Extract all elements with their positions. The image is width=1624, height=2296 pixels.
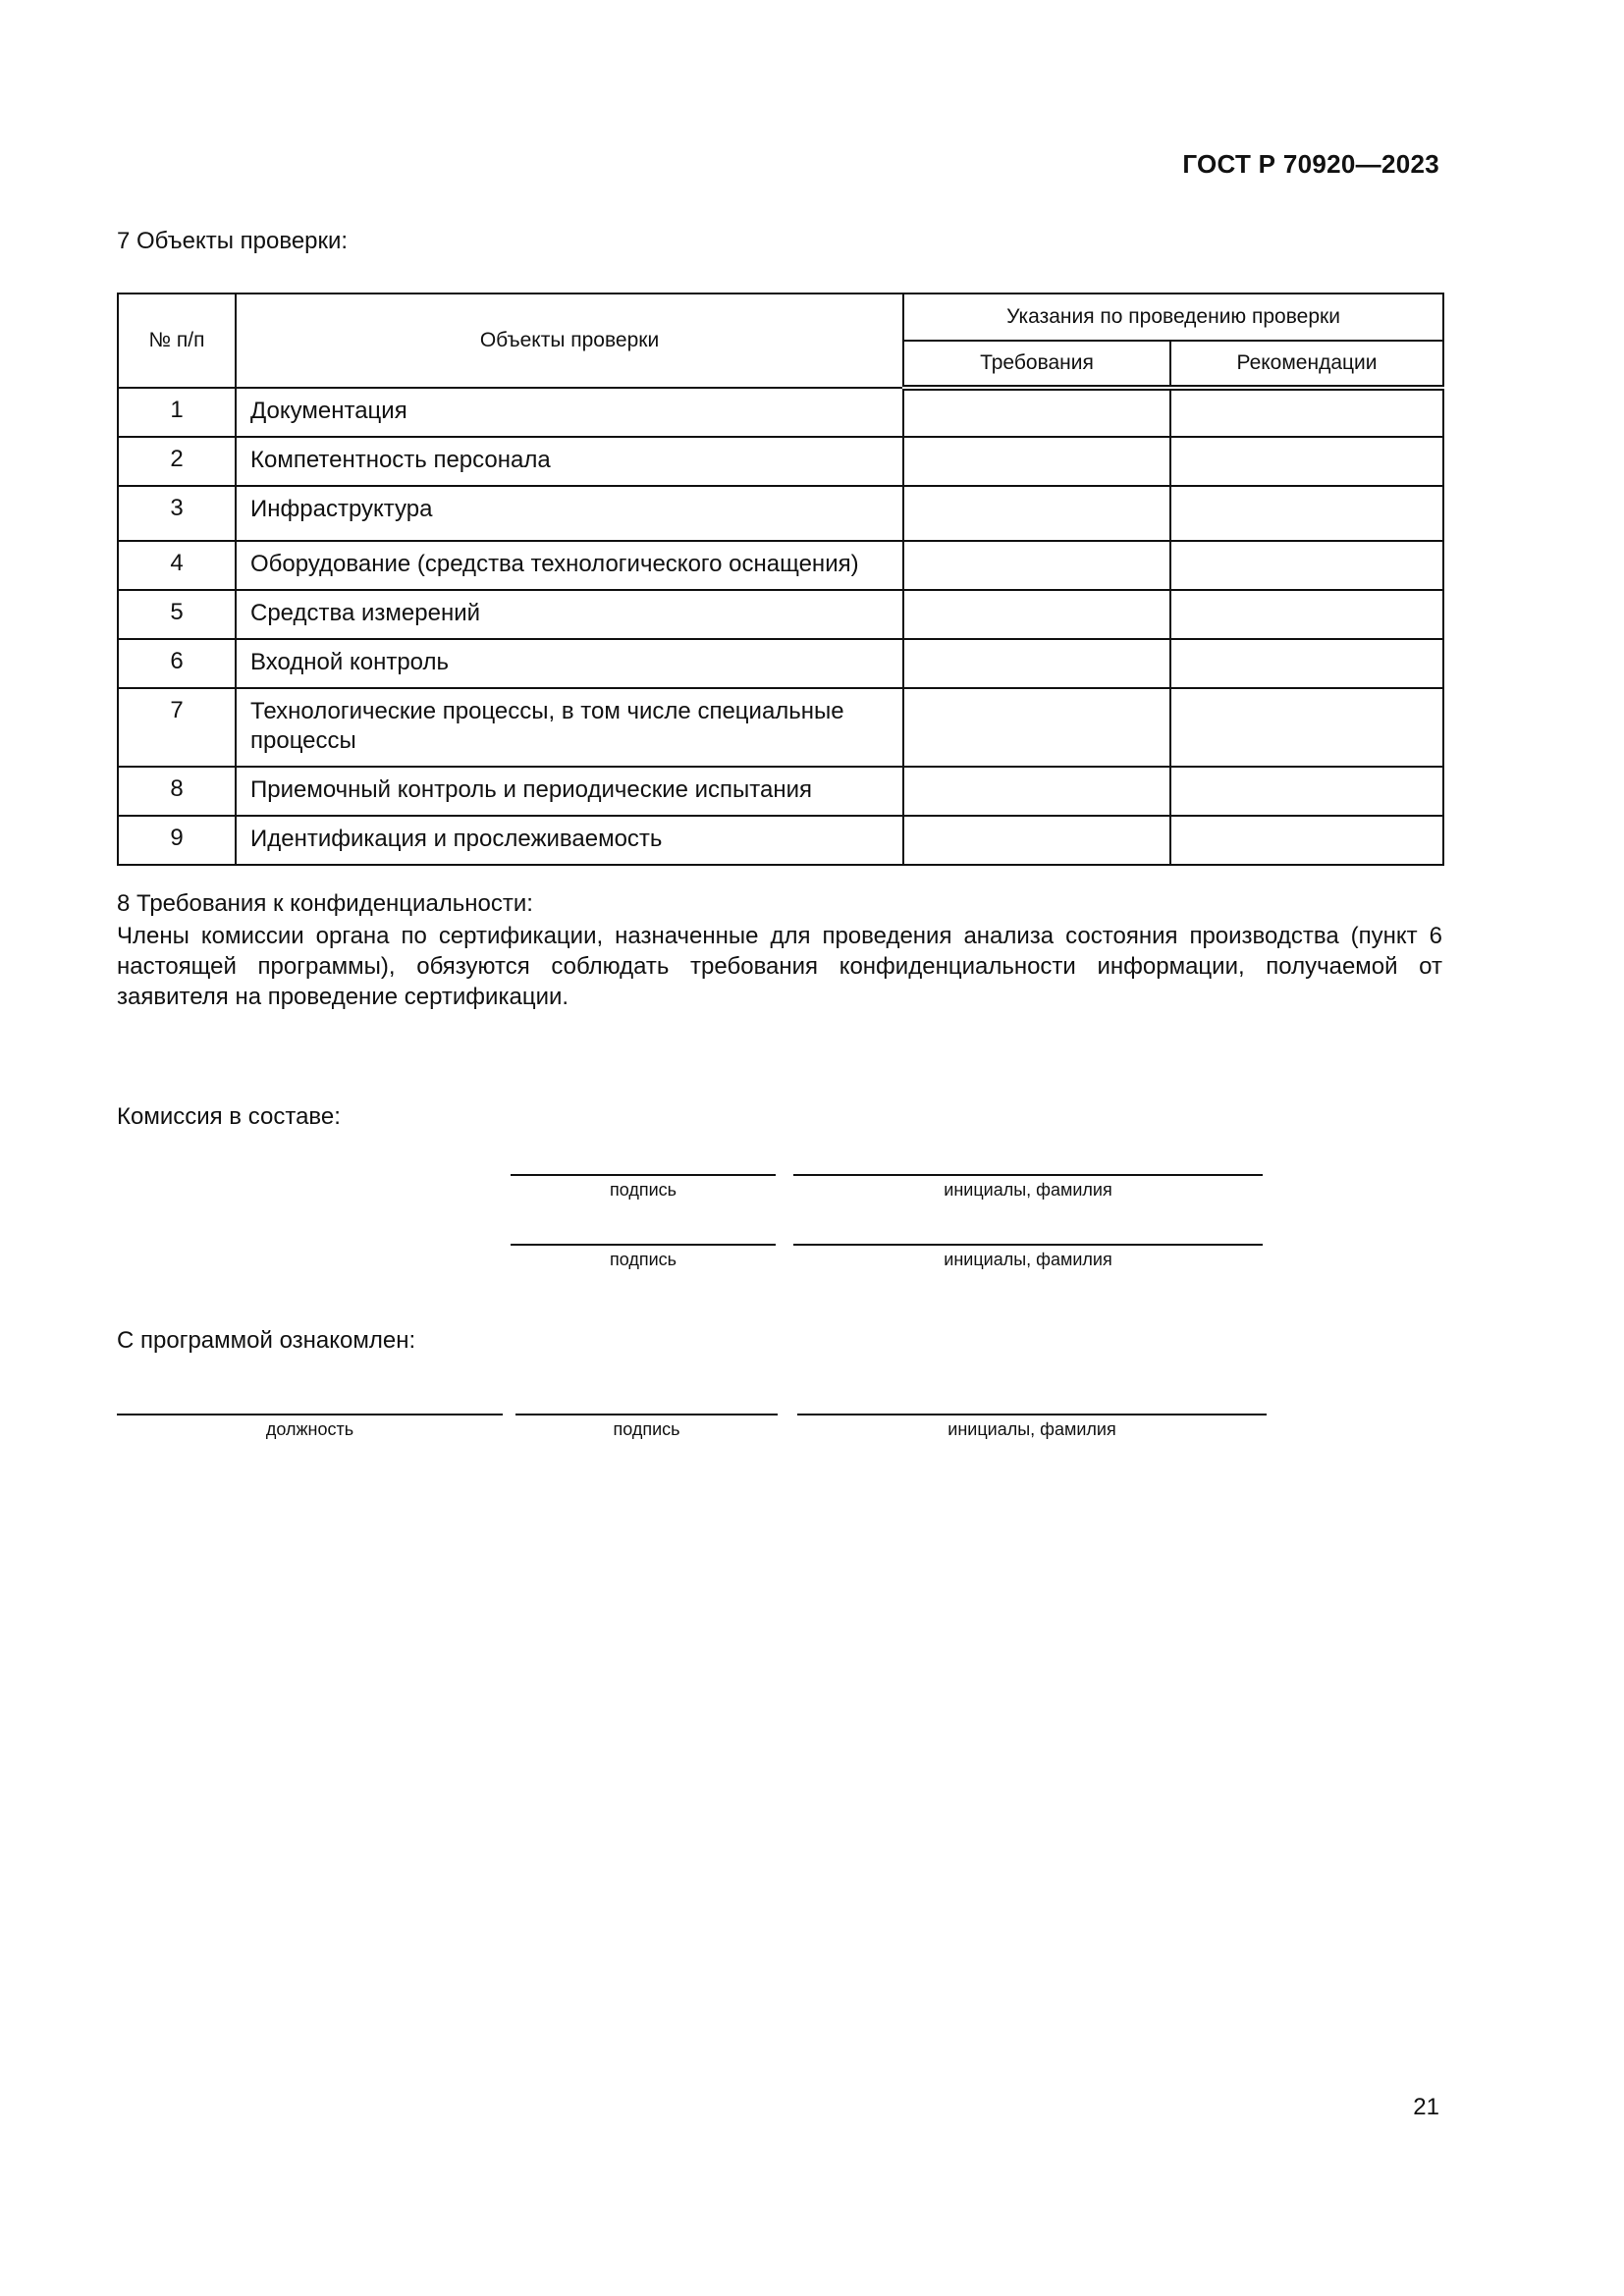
table-row (118, 437, 1443, 486)
name-line (793, 1244, 1263, 1246)
requirements-cell (903, 388, 1170, 437)
name-caption: инициалы, фамилия (947, 1419, 1116, 1439)
row-number: 7 (118, 688, 236, 767)
table-row (118, 388, 1443, 437)
column-header-requirements: Требования (903, 341, 1170, 388)
name-caption: инициалы, фамилия (944, 1180, 1112, 1200)
position-line (117, 1414, 503, 1415)
table-row (118, 590, 1443, 639)
requirements-cell (903, 816, 1170, 865)
recommendations-cell (1170, 816, 1443, 865)
column-header-object: Объекты проверки (236, 294, 903, 388)
row-number: 2 (118, 437, 236, 486)
name-line (793, 1174, 1263, 1176)
requirements-cell (903, 486, 1170, 541)
row-number: 1 (118, 388, 236, 437)
signature-line (511, 1244, 776, 1246)
table-row (118, 767, 1443, 816)
row-number: 6 (118, 639, 236, 688)
signature-caption: подпись (613, 1419, 680, 1439)
row-object: Средства измерений (236, 590, 903, 639)
row-number: 3 (118, 486, 236, 541)
acknowledged-label: С программой ознакомлен: (117, 1327, 416, 1354)
position-caption: должность (265, 1419, 354, 1439)
row-object: Приемочный контроль и периодические испытания (236, 767, 903, 816)
table-row (118, 688, 1443, 767)
signature-line (515, 1414, 778, 1415)
signature-caption: подпись (609, 1250, 677, 1269)
table-row (118, 541, 1443, 590)
recommendations-cell (1170, 688, 1443, 767)
row-number: 5 (118, 590, 236, 639)
section-8-title: 8 Требования к конфиденциальности: (117, 890, 533, 917)
row-number: 9 (118, 816, 236, 865)
requirements-cell (903, 639, 1170, 688)
row-object: Инфраструктура (236, 486, 903, 541)
name-line (797, 1414, 1267, 1415)
name-caption: инициалы, фамилия (944, 1250, 1112, 1269)
requirements-cell (903, 688, 1170, 767)
row-object: Технологические процессы, в том числе специальные процессы (236, 688, 903, 767)
row-object: Идентификация и прослеживаемость (236, 816, 903, 865)
recommendations-cell (1170, 767, 1443, 816)
row-number: 8 (118, 767, 236, 816)
row-object: Компетентность персонала (236, 437, 903, 486)
page-number: 21 (1413, 2094, 1439, 2120)
column-header-recommendations: Рекомендации (1170, 341, 1443, 388)
inspection-objects-table (117, 293, 1444, 866)
requirements-cell (903, 541, 1170, 590)
requirements-cell (903, 767, 1170, 816)
recommendations-cell (1170, 541, 1443, 590)
requirements-cell (903, 437, 1170, 486)
table-row (118, 639, 1443, 688)
recommendations-cell (1170, 388, 1443, 437)
table-row (118, 816, 1443, 865)
row-object: Входной контроль (236, 639, 903, 688)
table-row (118, 486, 1443, 541)
signature-line (511, 1174, 776, 1176)
confidentiality-paragraph: Члены комиссии органа по сертификации, назначенные для проведения анализа состояния производства (пункт 6 настоящей программы), обязуются соблюдать требования конфиденциальности информации, получаемой от заявителя на проведение сертификации. (117, 923, 1442, 1010)
document-code: ГОСТ Р 70920—2023 (1182, 149, 1439, 179)
column-header-number: № п/п (118, 294, 236, 388)
requirements-cell (903, 590, 1170, 639)
row-number: 4 (118, 541, 236, 590)
signature-caption: подпись (609, 1180, 677, 1200)
row-object: Документация (236, 388, 903, 437)
column-header-group: Указания по проведению проверки (903, 294, 1443, 341)
section-7-title: 7 Объекты проверки: (117, 228, 349, 254)
commission-label: Комиссия в составе: (117, 1103, 341, 1130)
recommendations-cell (1170, 486, 1443, 541)
recommendations-cell (1170, 437, 1443, 486)
recommendations-cell (1170, 590, 1443, 639)
row-object: Оборудование (средства технологического оснащения) (236, 541, 903, 590)
recommendations-cell (1170, 639, 1443, 688)
